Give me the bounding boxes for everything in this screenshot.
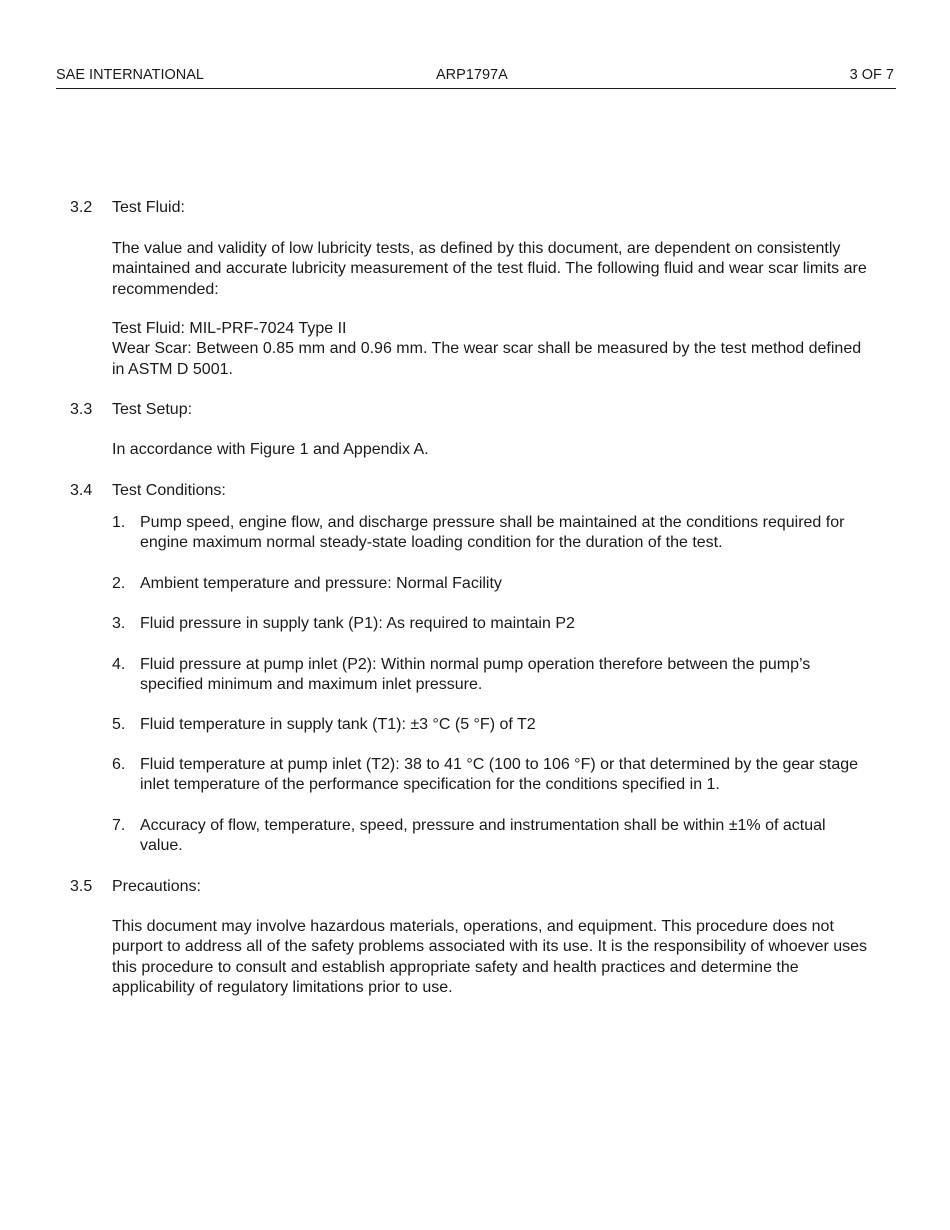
- list-item-text: Fluid temperature at pump inlet (T2): 38 to 41 °C (100 to 106 °F) or that determined by the gear stage inlet temperature of the performance specification for the conditions specified in 1.: [140, 756, 859, 794]
- section-number: 3.3: [70, 401, 93, 418]
- test-fluid-spec: [112, 319, 872, 380]
- paragraph-text: This document may involve hazardous materials, operations, and equipment. This procedure does not purport to address all of the safety problems associated with its use. It is the responsibility of whoever uses this procedure to consult and establish appropriate safety and health practices and determine the applicability of regulatory limitations prior to use.: [112, 918, 868, 996]
- list-item-number: 2.: [112, 575, 126, 592]
- list-item: [112, 574, 872, 594]
- section-title: Precautions:: [112, 878, 201, 895]
- list-item: [112, 755, 872, 796]
- list-item-number: 7.: [112, 817, 126, 834]
- list-item-text: Fluid pressure in supply tank (P1): As required to maintain P2: [140, 615, 575, 632]
- section-number: 3.4: [70, 482, 93, 499]
- header-organization: SAE INTERNATIONAL: [56, 67, 204, 83]
- list-item-text: Ambient temperature and pressure: Normal Facility: [140, 575, 502, 592]
- list-item-text: Fluid pressure at pump inlet (P2): Within normal pump operation therefore between the pump’s specified minimum and maximum inlet pressure.: [140, 656, 811, 694]
- section-title: Test Fluid:: [112, 199, 185, 216]
- list-item-number: 5.: [112, 716, 126, 733]
- section-title: Test Setup:: [112, 401, 193, 418]
- list-item-number: 3.: [112, 615, 126, 632]
- section-paragraph: [112, 917, 872, 998]
- list-item-number: 4.: [112, 656, 126, 673]
- list-item: [112, 816, 872, 857]
- section-number: 3.2: [70, 199, 93, 216]
- wear-scar-line: Wear Scar: Between 0.85 mm and 0.96 mm. The wear scar shall be measured by the test method defined in ASTM D 5001.: [112, 340, 862, 378]
- list-item-number: 1.: [112, 514, 126, 531]
- section-paragraph: [112, 239, 872, 300]
- section-paragraph: [112, 440, 872, 460]
- paragraph-text: In accordance with Figure 1 and Appendix A.: [112, 441, 429, 458]
- section-title: Test Conditions:: [112, 482, 226, 499]
- list-item: [112, 715, 872, 735]
- list-item-number: 6.: [112, 756, 126, 773]
- fluid-line: Test Fluid: MIL-PRF-7024 Type II: [112, 320, 347, 337]
- list-item: [112, 614, 872, 634]
- paragraph-text: The value and validity of low lubricity tests, as defined by this document, are dependent on consistently maintained and accurate lubricity measurement of the test fluid. The following fluid and wear scar limits are recommended:: [112, 240, 867, 298]
- section-number: 3.5: [70, 878, 93, 895]
- list-item-text: Pump speed, engine flow, and discharge pressure shall be maintained at the conditions required for engine maximum normal steady-state loading condition for the duration of the test.: [140, 514, 845, 552]
- header-document-id: ARP1797A: [436, 67, 508, 83]
- list-item: [112, 513, 872, 554]
- header-page-number: 3 OF 7: [849, 67, 894, 83]
- list-item: [112, 655, 872, 696]
- page-header: [56, 66, 896, 89]
- list-item-text: Fluid temperature in supply tank (T1): ±3 °C (5 °F) of T2: [140, 716, 536, 733]
- list-item-text: Accuracy of flow, temperature, speed, pressure and instrumentation shall be within ±1% of actual value.: [140, 817, 826, 855]
